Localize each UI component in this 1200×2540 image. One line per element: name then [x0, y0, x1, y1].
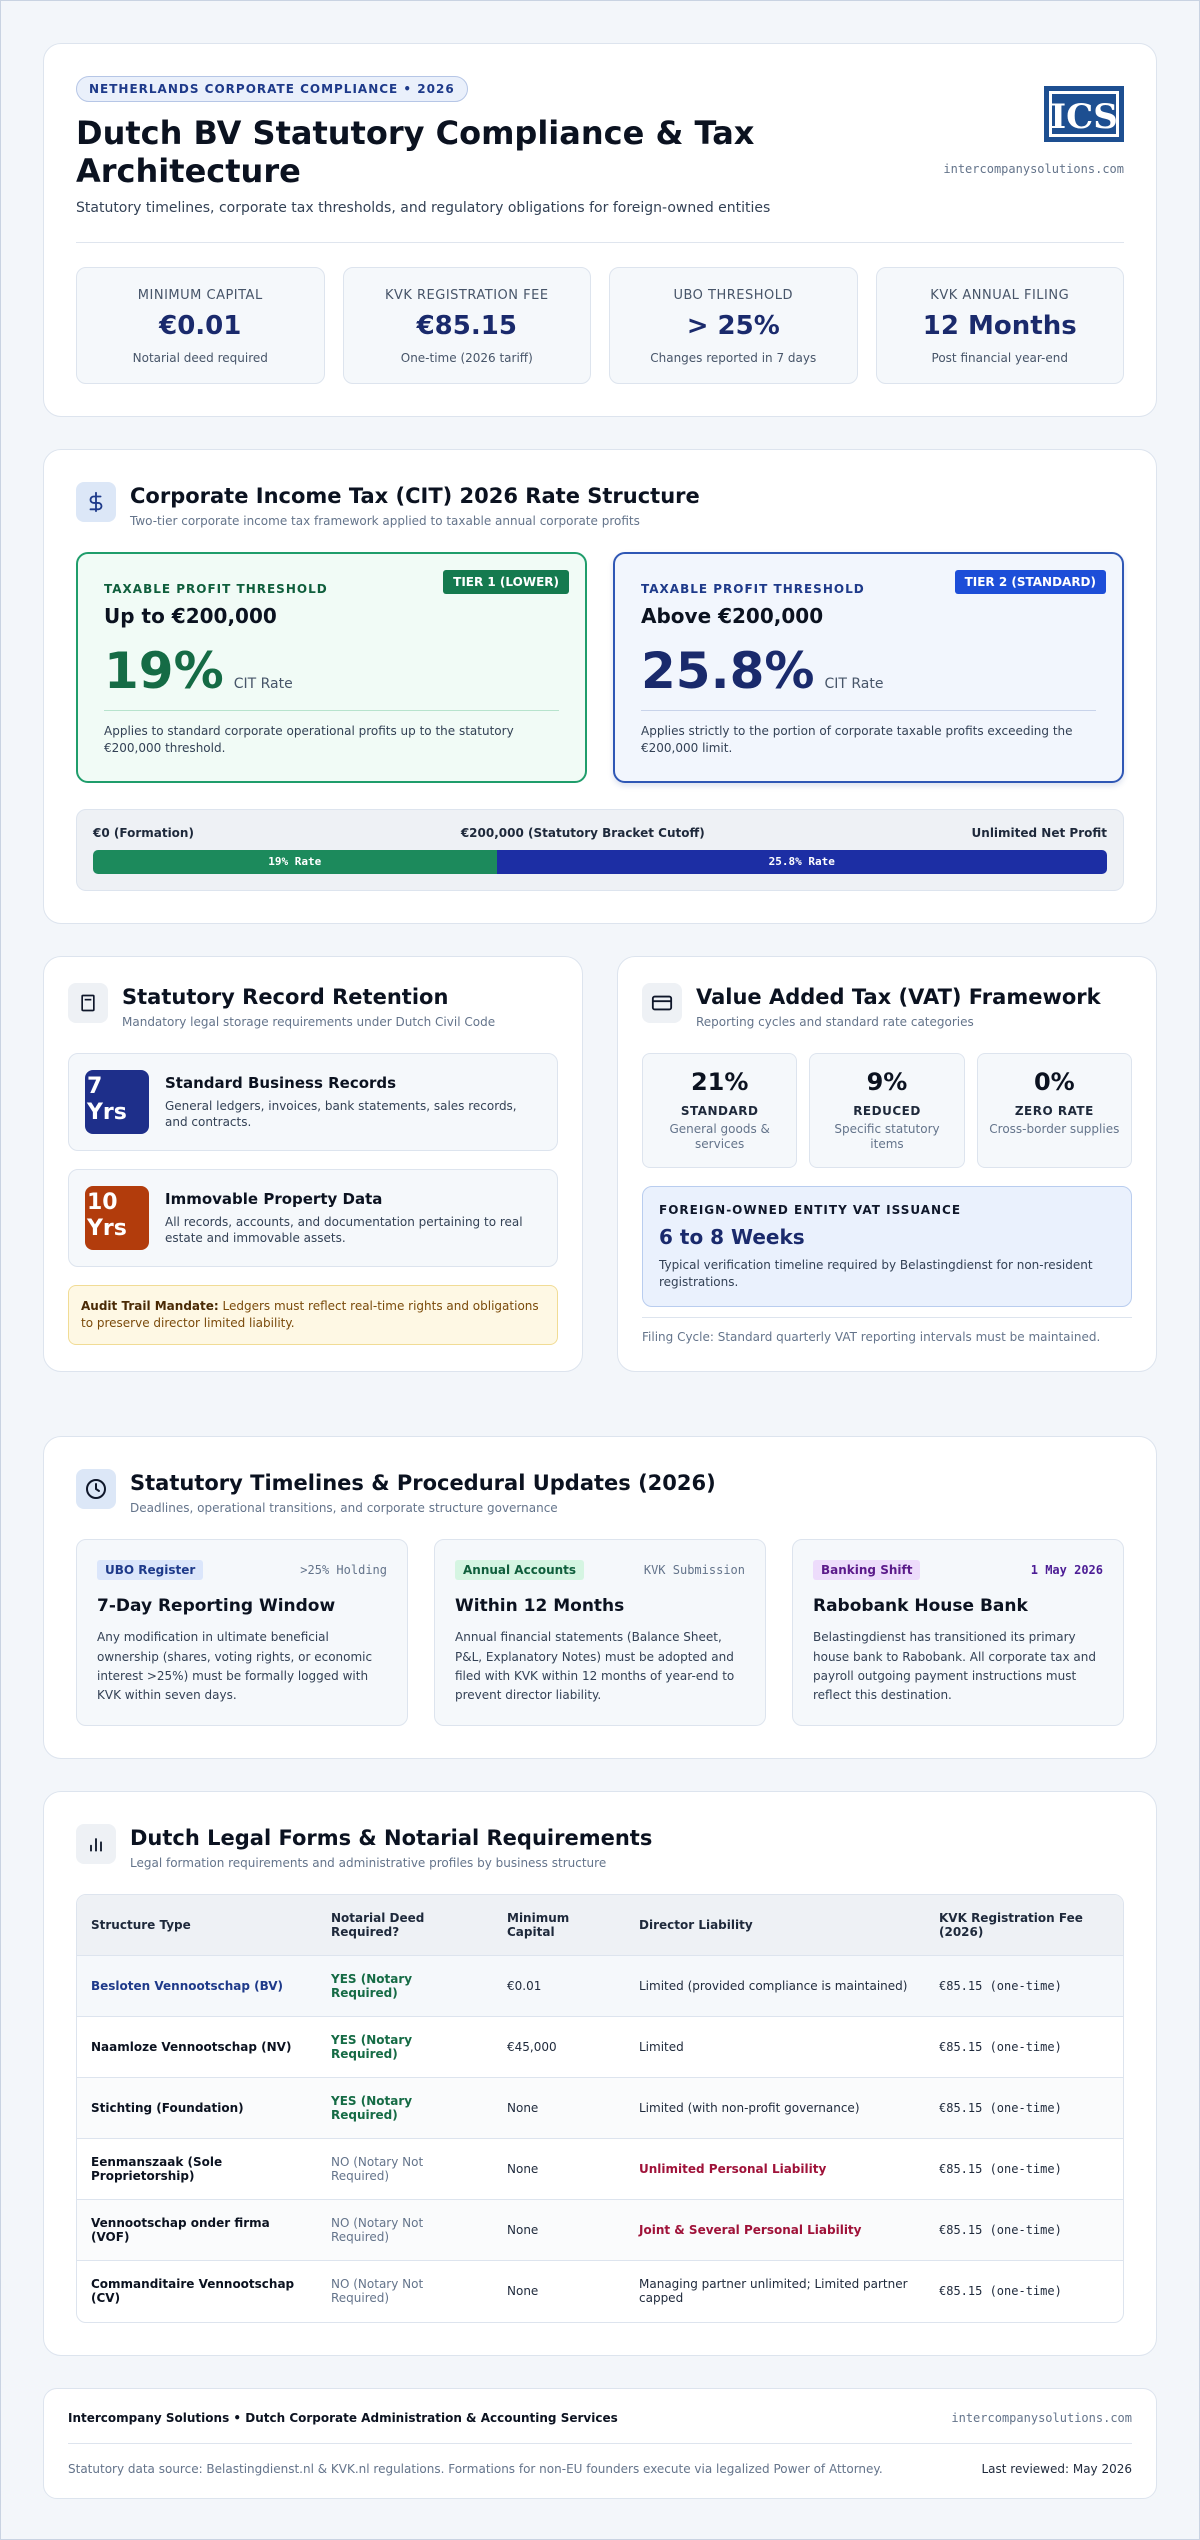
structure-type: Eenmanszaak (Sole Proprietorship): [77, 2139, 317, 2200]
vat-rate-pct: 9%: [866, 1067, 908, 1096]
clock-icon: [76, 1469, 116, 1509]
director-liability: Unlimited Personal Liability: [625, 2139, 925, 2200]
page-footer: [43, 2388, 1157, 2499]
card-icon: [642, 983, 682, 1023]
stat-minimum-capital: [76, 267, 325, 384]
section-title: Statutory Record Retention: [122, 984, 449, 1009]
logo-text: ICS: [1050, 97, 1118, 137]
stat-label: KVK REGISTRATION FEE: [384, 288, 549, 303]
timeline-meta: >25% Holding: [300, 1563, 387, 1578]
tier-2-card: [613, 552, 1124, 783]
audit-label: Audit Trail Mandate:: [81, 1298, 219, 1313]
structure-type: Besloten Vennootschap (BV): [77, 1956, 317, 2017]
minimum-capital: None: [493, 2261, 625, 2322]
notarial-deed: YES (Notary Required): [317, 2017, 493, 2078]
timeline-meta: KVK Submission: [643, 1563, 745, 1578]
tier-rate: 19%: [104, 642, 224, 700]
scale-start-label: €0 (Formation): [93, 825, 194, 840]
retention-years: 10 Yrs: [85, 1186, 149, 1250]
timelines-card: [43, 1436, 1157, 1759]
key-stats: [76, 267, 1124, 384]
vat-rate-name: REDUCED: [853, 1103, 921, 1118]
structure-type: Vennootschap onder firma (VOF): [77, 2200, 317, 2261]
timeline-tag: UBO Register: [97, 1560, 203, 1580]
legal-forms-card: [43, 1791, 1157, 2356]
footer-site-url[interactable]: intercompanysolutions.com: [951, 2410, 1132, 2425]
retention-item: [68, 1053, 558, 1151]
scale-end-label: Unlimited Net Profit: [971, 825, 1107, 840]
notarial-deed: NO (Notary Not Required): [317, 2139, 493, 2200]
minimum-capital: None: [493, 2078, 625, 2139]
tier-badge: TIER 1 (LOWER): [443, 570, 569, 594]
stat-label: MINIMUM CAPITAL: [137, 288, 263, 303]
vat-card: [617, 956, 1157, 1373]
kvk-fee: €85.15 (one-time): [925, 2200, 1123, 2261]
stat-note: Changes reported in 7 days: [650, 351, 817, 365]
table-row: [77, 2261, 1123, 2322]
retention-description: General ledgers, invoices, bank statements, sales records, and contracts.: [165, 1098, 517, 1130]
section-title: Value Added Tax (VAT) Framework: [696, 984, 1101, 1009]
notarial-deed: NO (Notary Not Required): [317, 2261, 493, 2322]
minimum-capital: None: [493, 2200, 625, 2261]
scale-bar: [93, 850, 1107, 874]
stat-value: €0.01: [159, 311, 242, 341]
timeline-card-banking: [792, 1539, 1124, 1726]
director-liability: Joint & Several Personal Liability: [625, 2200, 925, 2261]
tier-rate-label: CIT Rate: [824, 676, 884, 692]
section-subtitle: Deadlines, operational transitions, and corporate structure governance: [130, 1501, 558, 1516]
stat-ubo-threshold: [609, 267, 858, 384]
legal-forms-table: [76, 1894, 1124, 2323]
vat-rate-pct: 0%: [1033, 1067, 1075, 1096]
table-row: [77, 2017, 1123, 2078]
column-header: Minimum Capital: [493, 1895, 625, 1956]
vat-rate-pct: 21%: [690, 1067, 749, 1096]
footer-brand: Intercompany Solutions • Dutch Corporate Administration & Accounting Services: [68, 2410, 618, 2425]
audit-text: Ledgers must reflect real-time rights and obligations to preserve director limited liability.: [81, 1298, 539, 1330]
table-header-row: [77, 1895, 1123, 1956]
stat-value: €85.15: [416, 311, 517, 341]
tier-rate: 25.8%: [641, 642, 815, 700]
footer-last-reviewed: Last reviewed: May 2026: [981, 2461, 1132, 2476]
ics-logo: [1044, 86, 1124, 142]
retention-title: Standard Business Records: [165, 1073, 397, 1092]
retention-years: 7 Yrs: [85, 1070, 149, 1134]
document-icon: [68, 983, 108, 1023]
column-header: Structure Type: [77, 1895, 317, 1956]
structure-type: Naamloze Vennootschap (NV): [77, 2017, 317, 2078]
bar-chart-icon: [76, 1824, 116, 1864]
kvk-fee: €85.15 (one-time): [925, 2139, 1123, 2200]
timeline-card-ubo: [76, 1539, 408, 1726]
retention-title: Immovable Property Data: [165, 1189, 383, 1208]
timeline-title: Rabobank House Bank: [813, 1596, 1028, 1617]
kvk-fee: €85.15 (one-time): [925, 1956, 1123, 2017]
tier-description: Applies to standard corporate operational profits up to the statutory €200,000 threshold.: [104, 724, 514, 755]
footer-source-note: Statutory data source: Belastingdienst.nl & KVK.nl regulations. Formations for non-EU founders execute via legalized Power of Attorney.: [68, 2461, 883, 2476]
table-row: [77, 1956, 1123, 2017]
notarial-deed: YES (Notary Required): [317, 2078, 493, 2139]
retention-card: [43, 956, 583, 1373]
stat-note: Notarial deed required: [132, 351, 268, 365]
kvk-fee: €85.15 (one-time): [925, 2017, 1123, 2078]
scale-segment-lower: 19% Rate: [93, 850, 497, 874]
tier-badge: TIER 2 (STANDARD): [955, 570, 1106, 594]
vat-rate-desc: General goods & services: [669, 1121, 770, 1152]
minimum-capital: €0.01: [493, 1956, 625, 2017]
section-subtitle: Legal formation requirements and administrative profiles by business structure: [130, 1856, 607, 1871]
director-liability: Limited (provided compliance is maintained): [625, 1956, 925, 2017]
vat-rate-reduced: [809, 1053, 964, 1168]
section-subtitle: Reporting cycles and standard rate categories: [696, 1014, 974, 1029]
table-row: [77, 2139, 1123, 2200]
section-title: Dutch Legal Forms & Notarial Requirements: [130, 1826, 653, 1851]
cit-card: [43, 449, 1157, 924]
kvk-fee: €85.15 (one-time): [925, 2261, 1123, 2322]
scale-cutoff-label: €200,000 (Statutory Bracket Cutoff): [460, 825, 705, 840]
page-title: Dutch BV Statutory Compliance & Tax Architecture: [76, 114, 755, 190]
structure-type: Stichting (Foundation): [77, 2078, 317, 2139]
kvk-fee: €85.15 (one-time): [925, 2078, 1123, 2139]
stat-label: UBO THRESHOLD: [673, 288, 794, 303]
section-subtitle: Two-tier corporate income tax framework applied to taxable annual corporate profits: [130, 514, 640, 528]
column-header: Director Liability: [625, 1895, 925, 1956]
column-header: Notarial Deed Required?: [317, 1895, 493, 1956]
tier-label: TAXABLE PROFIT THRESHOLD: [104, 582, 328, 596]
minimum-capital: €45,000: [493, 2017, 625, 2078]
audit-trail-notice: [68, 1285, 558, 1346]
page-subtitle: Statutory timelines, corporate tax thresholds, and regulatory obligations for foreign-owned entities: [76, 200, 771, 216]
tier-divider: [104, 710, 559, 711]
vat-rate-name: ZERO RATE: [1014, 1103, 1094, 1118]
table-row: [77, 2078, 1123, 2139]
vat-filing-cycle: Filing Cycle: Standard quarterly VAT reporting intervals must be maintained.: [642, 1317, 1132, 1344]
tier-description: Applies strictly to the portion of corporate taxable profits exceeding the €200,000 limit.: [641, 724, 1073, 755]
stat-note: Post financial year-end: [931, 351, 1068, 365]
vat-issuance-desc: Typical verification timeline required by Belastingdienst for non-resident registrations.: [659, 1257, 1093, 1289]
tier-threshold: Up to €200,000: [104, 604, 277, 628]
vat-issuance-box: [642, 1186, 1132, 1308]
timeline-card-annual-accounts: [434, 1539, 766, 1726]
stat-value: > 25%: [686, 311, 780, 341]
vat-rate-standard: [642, 1053, 797, 1168]
timeline-description: Any modification in ultimate beneficial ownership (shares, voting rights, or economic interest >25%) must be formally logged with KVK within seven days.: [97, 1630, 373, 1702]
column-header: KVK Registration Fee (2026): [925, 1895, 1123, 1956]
tier-rate-label: CIT Rate: [233, 676, 293, 692]
timeline-tag: Banking Shift: [813, 1560, 920, 1580]
jurisdiction-pill: NETHERLANDS CORPORATE COMPLIANCE • 2026: [76, 76, 468, 102]
header-divider: [76, 242, 1124, 243]
retention-description: All records, accounts, and documentation pertaining to real estate and immovable assets.: [165, 1214, 523, 1246]
vat-rate-zero: [977, 1053, 1132, 1168]
notarial-deed: NO (Notary Not Required): [317, 2200, 493, 2261]
scale-segment-standard: 25.8% Rate: [497, 850, 1107, 874]
timeline-description: Annual financial statements (Balance Sheet, P&L, Explanatory Notes) must be adopted and filed with KVK within 12 months of year-end to prevent director liability.: [455, 1630, 735, 1702]
stat-kvk-fee: [343, 267, 592, 384]
timeline-title: 7-Day Reporting Window: [97, 1596, 336, 1617]
vat-issuance-value: 6 to 8 Weeks: [659, 1224, 805, 1249]
retention-item: [68, 1169, 558, 1267]
header-card: [43, 43, 1157, 417]
notarial-deed: YES (Notary Required): [317, 1956, 493, 2017]
stat-label: KVK ANNUAL FILING: [930, 288, 1070, 303]
footer-divider: [68, 2443, 1132, 2444]
tier-label: TAXABLE PROFIT THRESHOLD: [641, 582, 865, 596]
director-liability: Limited: [625, 2017, 925, 2078]
tier-threshold: Above €200,000: [641, 604, 824, 628]
structure-type: Commanditaire Vennootschap (CV): [77, 2261, 317, 2322]
vat-rate-desc: Cross-border supplies: [989, 1121, 1120, 1136]
director-liability: Limited (with non-profit governance): [625, 2078, 925, 2139]
section-title: Statutory Timelines & Procedural Updates (2026): [130, 1471, 716, 1496]
stat-note: One-time (2026 tariff): [400, 351, 533, 365]
stat-kvk-annual-filing: [876, 267, 1125, 384]
section-title: Corporate Income Tax (CIT) 2026 Rate Structure: [130, 484, 700, 508]
minimum-capital: None: [493, 2139, 625, 2200]
vat-rate-name: STANDARD: [680, 1103, 759, 1118]
timeline-meta: 1 May 2026: [1030, 1563, 1103, 1578]
table-row: [77, 2200, 1123, 2261]
director-liability: Managing partner unlimited; Limited partner capped: [625, 2261, 925, 2322]
bracket-scale: [76, 809, 1124, 891]
tier-1-card: [76, 552, 587, 783]
section-subtitle: Mandatory legal storage requirements under Dutch Civil Code: [122, 1014, 496, 1029]
header-site-url[interactable]: intercompanysolutions.com: [943, 162, 1124, 176]
timeline-description: Belastingdienst has transitioned its primary house bank to Rabobank. All corporate tax and payroll outgoing payment instructions must reflect this destination.: [813, 1630, 1097, 1702]
timeline-title: Within 12 Months: [455, 1596, 625, 1617]
vat-rate-desc: Specific statutory items: [834, 1121, 940, 1152]
tier-divider: [641, 710, 1096, 711]
vat-issuance-label: FOREIGN-OWNED ENTITY VAT ISSUANCE: [659, 1202, 962, 1217]
dollar-icon: [76, 482, 116, 522]
stat-value: 12 Months: [922, 311, 1077, 341]
timeline-tag: Annual Accounts: [455, 1560, 584, 1580]
